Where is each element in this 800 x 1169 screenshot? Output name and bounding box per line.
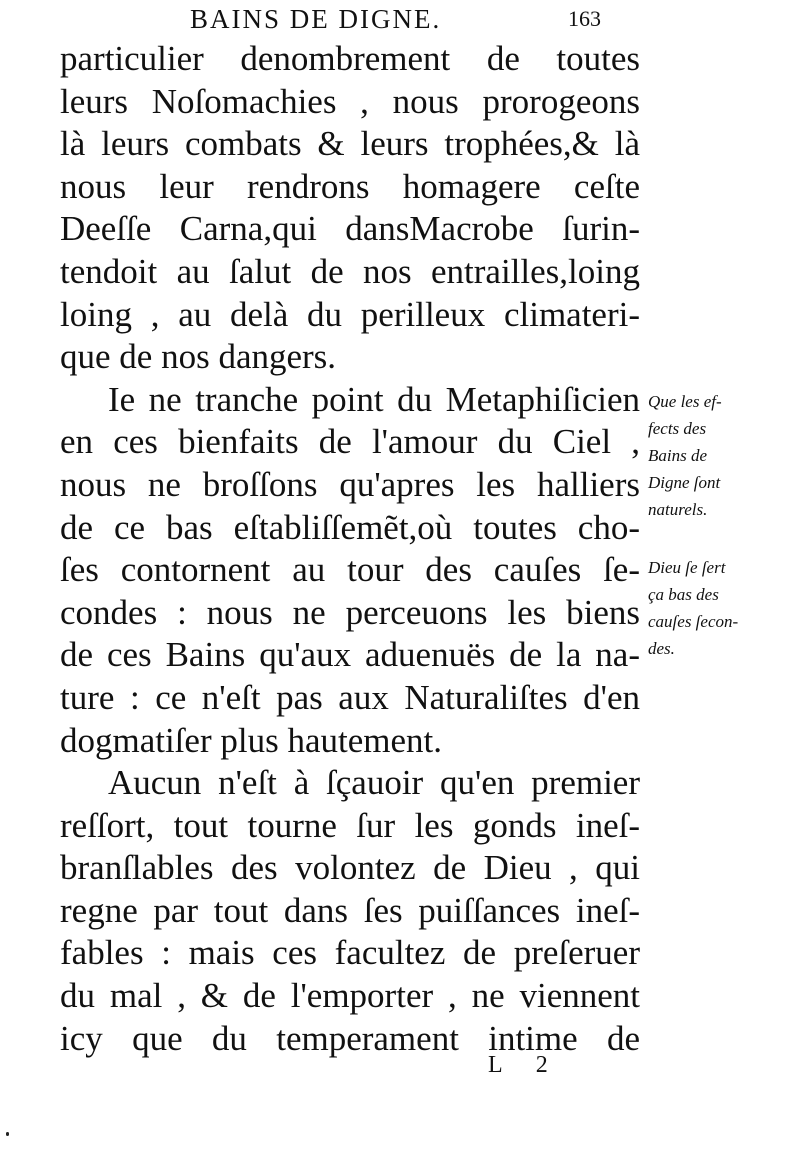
text-line-2: leurs Noſomachies , nous prorogeons: [60, 81, 640, 121]
text-line-6: tendoit au ſalut de nos entrailles,loing: [60, 251, 640, 291]
margin-note-line: Bains de: [648, 446, 708, 465]
text-line-16: ture : ce n'eſt pas aux Naturaliſtes d'en: [60, 677, 640, 717]
margin-note-line: ça bas des: [648, 585, 719, 604]
margin-note-spacer: [648, 523, 798, 554]
text-line-19: reſſort, tout tourne ſur les gonds ineſ-: [60, 805, 640, 845]
page-number: 163: [568, 6, 601, 31]
text-line-15: de ces Bains qu'aux aduenuës de la na-: [60, 635, 640, 675]
margin-note-line: naturels.: [648, 500, 708, 519]
text-line-12: de ce bas eſtabliſſemẽt,où toutes cho-: [60, 507, 640, 547]
text-line-5: Deeſſe Carna,qui dansMacrobe ſurin-: [60, 209, 640, 249]
margin-note-line: fects des: [648, 419, 707, 438]
text-line-1: particulier denombrement de toutes: [60, 39, 640, 78]
body-text: [60, 38, 640, 1060]
ink-speck: [6, 1132, 9, 1136]
text-line-22: fables : mais ces facultez de preſeruer: [60, 933, 640, 973]
text-line-20: branſlables des volontez de Dieu , qui: [60, 848, 640, 888]
running-title: BAINS DE DIGNE.: [190, 4, 442, 34]
margin-note-line: Digne ſont: [648, 473, 721, 492]
margin-note-line: Dieu ſe ſert: [648, 558, 726, 577]
text-line-10: en ces bienfaits de l'amour du Ciel ,: [60, 422, 640, 462]
text-line-9: Ie ne tranche point du Metaphiſicien: [108, 379, 640, 419]
text-line-3: là leurs combats & leurs trophées,& là: [60, 124, 640, 164]
margin-note-second-causes: [648, 554, 798, 662]
text-line-14: condes : nous ne perceuons les biens: [60, 592, 640, 632]
text-line-24: icy que du temperament intime de: [60, 1018, 640, 1058]
margin-note-natural-effects: [648, 388, 798, 523]
text-line-13: ſes contornent au tour des cauſes ſe-: [60, 550, 640, 590]
margin-note-line: Que les ef-: [648, 392, 722, 411]
text-line-4: nous leur rendrons homagere ceſte: [60, 166, 640, 206]
text-line-17: dogmatiſer plus hautement.: [60, 720, 442, 760]
running-header: [190, 4, 601, 34]
text-line-18: Aucun n'eſt à ſçauoir qu'en premier: [108, 763, 640, 803]
text-line-7: loing , au delà du perilleux climateri-: [60, 294, 640, 334]
margin-note-line: cauſes ſecon-: [648, 612, 739, 631]
margin-notes: [648, 388, 798, 662]
text-line-8: que de nos dangers.: [60, 337, 337, 377]
margin-note-line: des.: [648, 639, 675, 658]
text-line-23: du mal , & de l'emporter , ne viennent: [60, 976, 640, 1016]
signature-mark: L 2: [488, 1052, 562, 1078]
text-line-11: nous ne broſſons qu'apres les halliers: [60, 464, 640, 504]
text-line-21: regne par tout dans ſes puiſſances ineſ-: [60, 890, 640, 930]
